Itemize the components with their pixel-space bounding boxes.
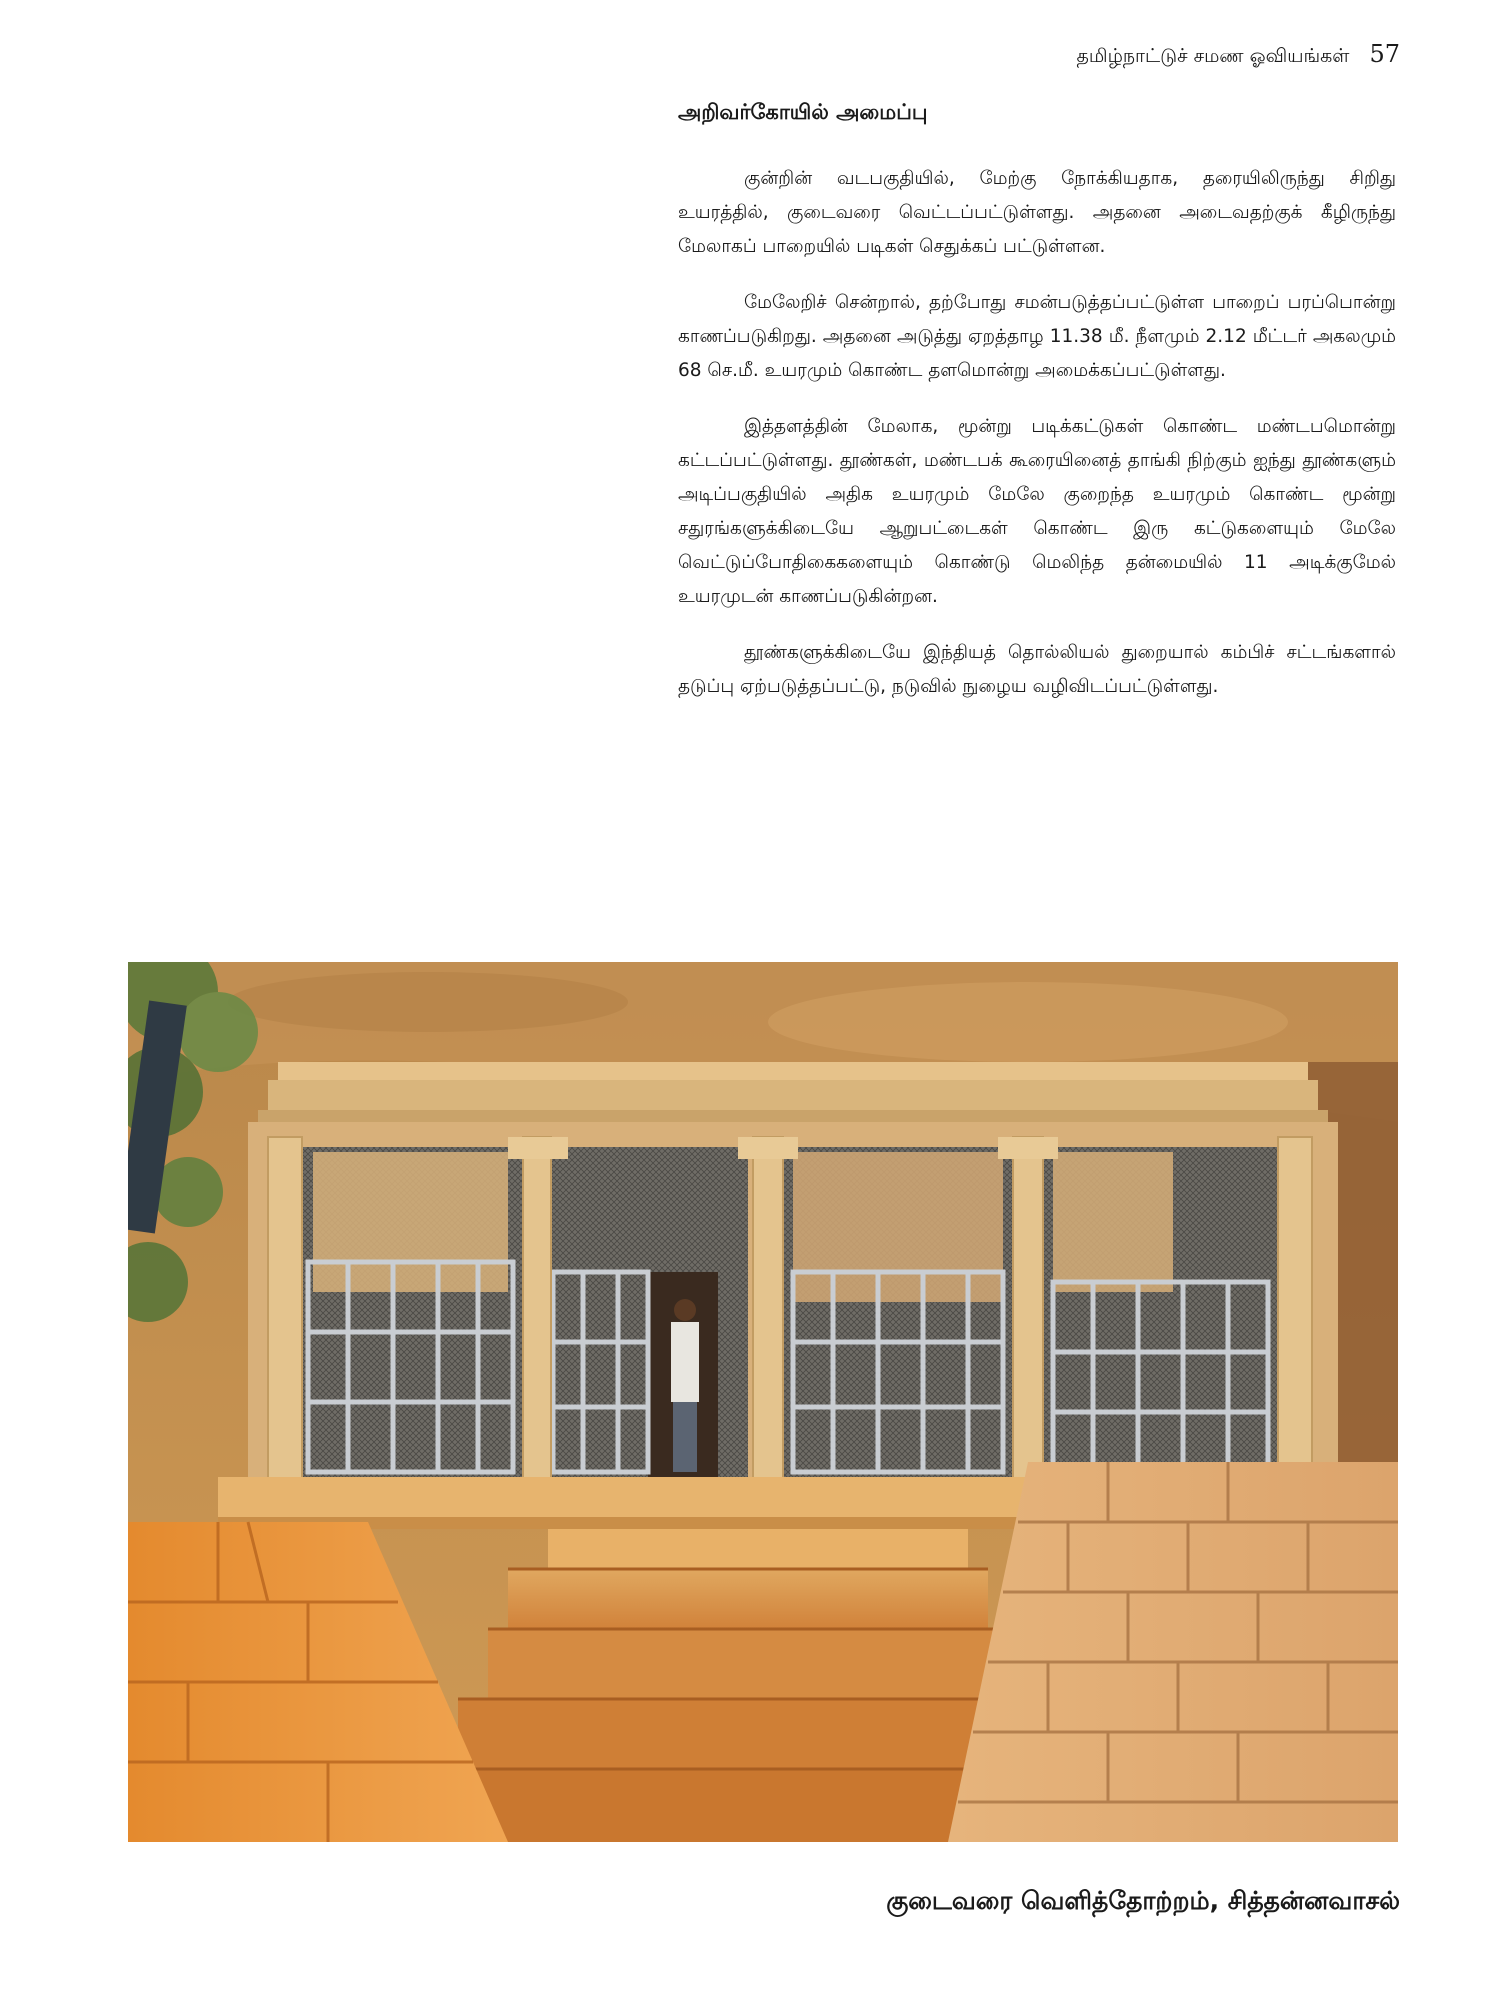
- page-number: 57: [1369, 40, 1400, 68]
- figure-caption: குடைவரை வெளித்தோற்றம், சித்தன்னவாசல்: [886, 1886, 1400, 1915]
- text-column: [678, 96, 1396, 726]
- paragraph-3: இத்தளத்தின் மேலாக, மூன்று படிக்கட்டுகள் கொண்ட மண்டபமொன்று கட்டப்பட்டுள்ளது. தூண்கள், மண்டபக் கூரையினைத் தாங்கி நிற்கும் ஐந்து தூண்களும் அடிப்பகுதியில் அதிக உயரமும் மேலே குறைந்த உயரமும் கொண்ட மூன்று சதுரங்களுக்கிடையே ஆறுபட்டைகள் கொண்ட இரு கட்டுகளையும் மேலே வெட்டுப்போதிகைகளையும் கொண்டு மெலிந்த தன்மையில் 11 அடிக்குமேல் உயரமுடன் காணப்படுகின்றன.: [678, 416, 1396, 607]
- paragraph-2: மேலேறிச் சென்றால், தற்போது சமன்படுத்தப்பட்டுள்ள பாறைப் பரப்பொன்று காணப்படுகிறது. அதனை அடுத்து ஏறத்தாழ 11.38 மீ. நீளமும் 2.12 மீட்டர் அகலமும் 68 செ.மீ. உயரமும் கொண்ட தளமொன்று அமைக்கப்பட்டுள்ளது.: [678, 292, 1396, 381]
- running-title: தமிழ்நாட்டுச் சமண ஓவியங்கள்: [1076, 45, 1350, 67]
- section-heading: அறிவர்கோயில் அமைப்பு: [678, 100, 928, 124]
- paragraph-4: தூண்களுக்கிடையே இந்தியத் தொல்லியல் துறையால் கம்பிச் சட்டங்களால் தடுப்பு ஏற்படுத்தப்பட்டு, நடுவில் நுழைய வழிவிடப்பட்டுள்ளது.: [678, 642, 1396, 697]
- cave-temple-photo: [128, 962, 1398, 1842]
- running-header: [1077, 40, 1401, 70]
- paragraph-1: குன்றின் வடபகுதியில், மேற்கு நோக்கியதாக, தரையிலிருந்து சிறிது உயரத்தில், குடைவரை வெட்டப்பட்டுள்ளது. அதனை அடைவதற்குக் கீழிருந்து மேலாகப் பாறையில் படிகள் செதுக்கப் பட்டுள்ளன.: [678, 168, 1396, 257]
